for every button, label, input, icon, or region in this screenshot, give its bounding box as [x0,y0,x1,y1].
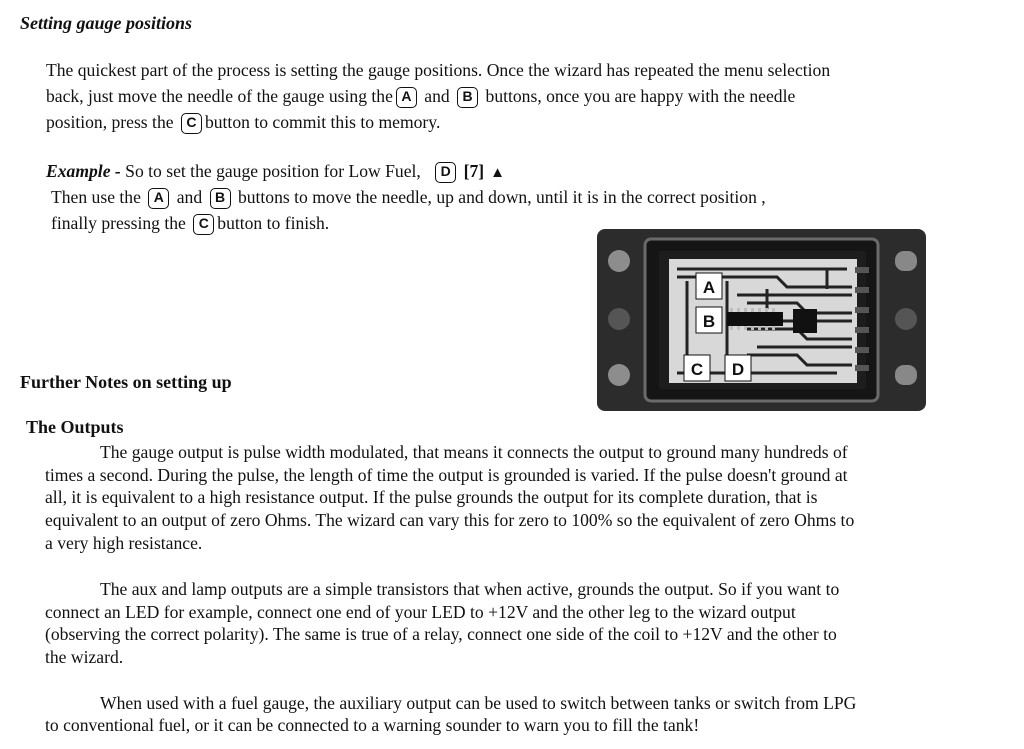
up-arrow-icon: ▲ [490,165,505,181]
text-fragment: back, just move the needle of the gauge using the [46,86,393,106]
text-fragment: finally pressing the [51,213,186,233]
text-fragment: and [176,187,203,207]
button-c-icon: C [193,214,214,235]
paragraph-line: (observing the correct polarity). The same is true of a relay, connect one side of the coil to +12V and the other to [45,624,837,644]
example-line [51,185,766,209]
example-line [46,159,505,185]
button-c-icon: C [181,113,202,134]
photo-label-d: D [731,360,745,379]
paragraph-line [46,110,440,134]
example-label: Example - [46,161,121,181]
text-fragment: So to set the gauge position for Low Fuel, [125,161,421,181]
paragraph-line: to conventional fuel, or it can be connected to a warning sounder to warn you to fill the tank! [45,715,700,735]
paragraph-line: times a second. During the pulse, the length of time the output is grounded is varied. If the pulse doesn't ground at [45,465,848,485]
text-fragment: buttons, once you are happy with the needle [485,86,796,106]
paragraph-line [46,84,795,108]
text-fragment: button to finish. [217,213,330,233]
text-fragment: and [424,86,450,106]
photo-label-b: B [702,312,716,331]
paragraph-line: a very high resistance. [45,533,203,553]
text-fragment: buttons to move the needle, up and down, until it is in the correct position , [237,187,766,207]
subheading-the-outputs: The Outputs [26,417,124,437]
paragraph-line: the wizard. [45,647,124,667]
section-heading-further-notes: Further Notes on setting up [20,372,232,392]
paragraph-line: When used with a fuel gauge, the auxiliary output can be used to switch between tanks or switch from LPG [100,693,857,713]
text-fragment: Then use the [51,187,141,207]
button-d-icon: D [435,162,456,183]
section-heading-setting-gauge-positions: Setting gauge positions [20,13,193,33]
paragraph-line: connect an LED for example, connect one end of your LED to +12V and the other leg to the wizard output [45,602,796,622]
example-line [51,211,329,235]
paragraph-line: all, it is equivalent to a high resistance output. If the pulse grounds the output for its complete duration, that is [45,487,818,507]
menu-code: [7] [463,161,485,181]
button-b-icon: B [210,188,231,209]
paragraph-line: The aux and lamp outputs are a simple transistors that when active, grounds the output. So if you want to [100,579,840,599]
photo-label-c: C [690,360,704,379]
photo-label-a: A [702,278,716,297]
paragraph-line: The gauge output is pulse width modulated, that means it connects the output to ground many hundreds of [100,442,848,462]
paragraph-line: equivalent to an output of zero Ohms. The wizard can vary this for zero to 100% so the equivalent of zero Ohms to [45,510,855,530]
text-fragment: button to commit this to memory. [204,112,441,132]
button-a-icon: A [396,87,417,108]
paragraph-line: The quickest part of the process is setting the gauge positions. Once the wizard has repeated the menu selection [46,60,831,80]
text-fragment: position, press the [46,112,174,132]
button-a-icon: A [148,188,169,209]
button-b-icon: B [457,87,478,108]
circuit-board-photo [597,229,926,411]
